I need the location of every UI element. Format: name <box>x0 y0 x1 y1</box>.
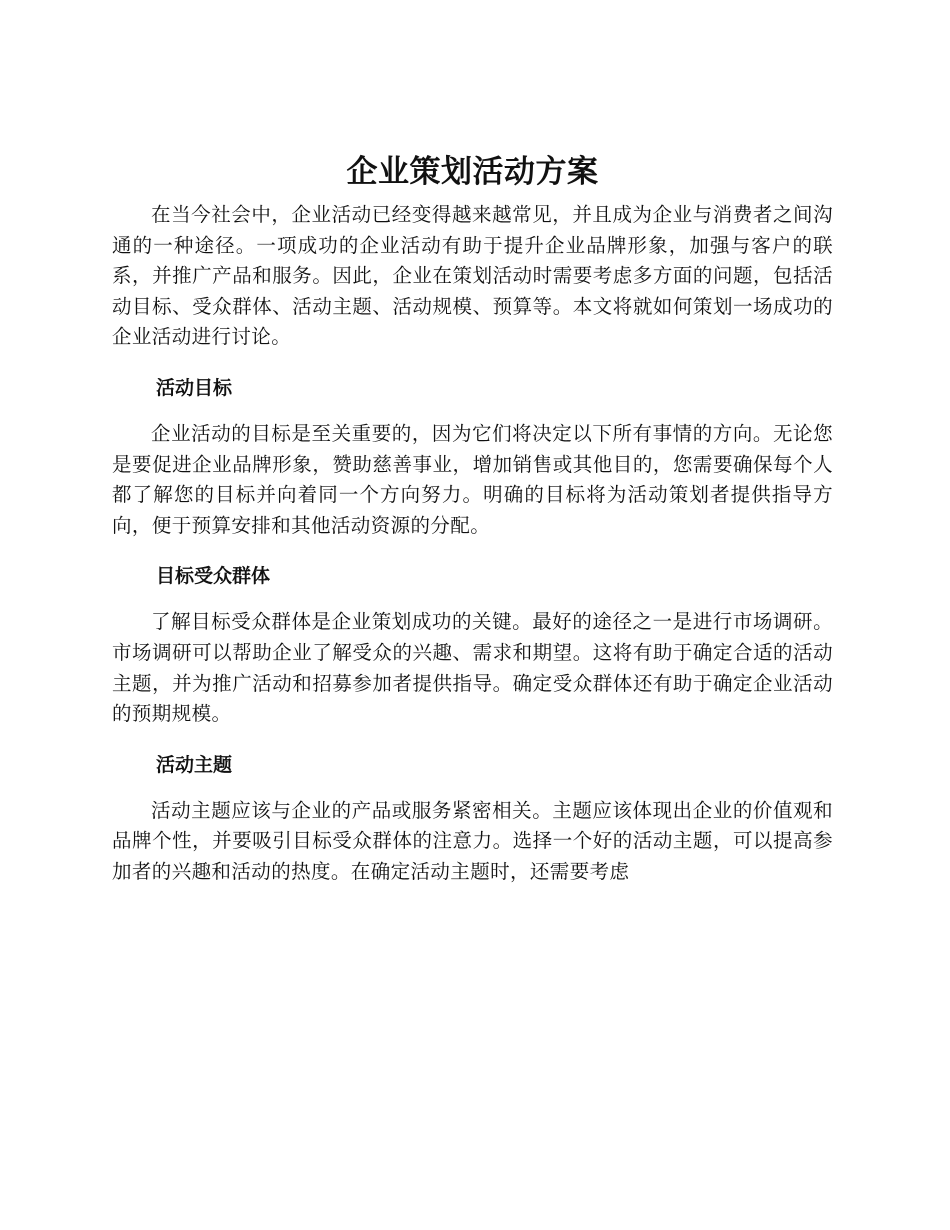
section-body-goals: 企业活动的目标是至关重要的，因为它们将决定以下所有事情的方向。无论您是要促进企业品牌形象，赞助慈善事业，增加销售或其他目的，您需要确保每个人都了解您的目标并向着同一个方向努力。明确的目标将为活动策划者提供指导方向，便于预算安排和其他活动资源的分配。 <box>112 421 833 537</box>
section-body-audience: 了解目标受众群体是企业策划成功的关键。最好的途径之一是进行市场调研。市场调研可以帮助企业了解受众的兴趣、需求和期望。这将有助于确定合适的活动主题，并为推广活动和招募参加者提供指导。确定受众群体还有助于确定企业活动的预期规模。 <box>112 610 833 726</box>
section-heading-audience: 目标受众群体 <box>156 565 271 588</box>
section-body-theme: 活动主题应该与企业的产品或服务紧密相关。主题应该体现出企业的价值观和品牌个性，并要吸引目标受众群体的注意力。选择一个好的活动主题，可以提高参加者的兴趣和活动的热度。在确定活动主题时，还需要考虑 <box>112 798 833 883</box>
intro-paragraph: 在当今社会中，企业活动已经变得越来越常见，并且成为企业与消费者之间沟通的一种途径。一项成功的企业活动有助于提升企业品牌形象，加强与客户的联系，并推广产品和服务。因此，企业在策划活动时需要考虑多方面的问题，包括活动目标、受众群体、活动主题、活动规模、预算等。本文将就如何策划一场成功的企业活动进行讨论。 <box>112 203 833 349</box>
section-heading-goals: 活动目标 <box>156 376 233 399</box>
document-title: 企业策划活动方案 <box>346 154 599 190</box>
section-heading-theme: 活动主题 <box>156 753 233 776</box>
